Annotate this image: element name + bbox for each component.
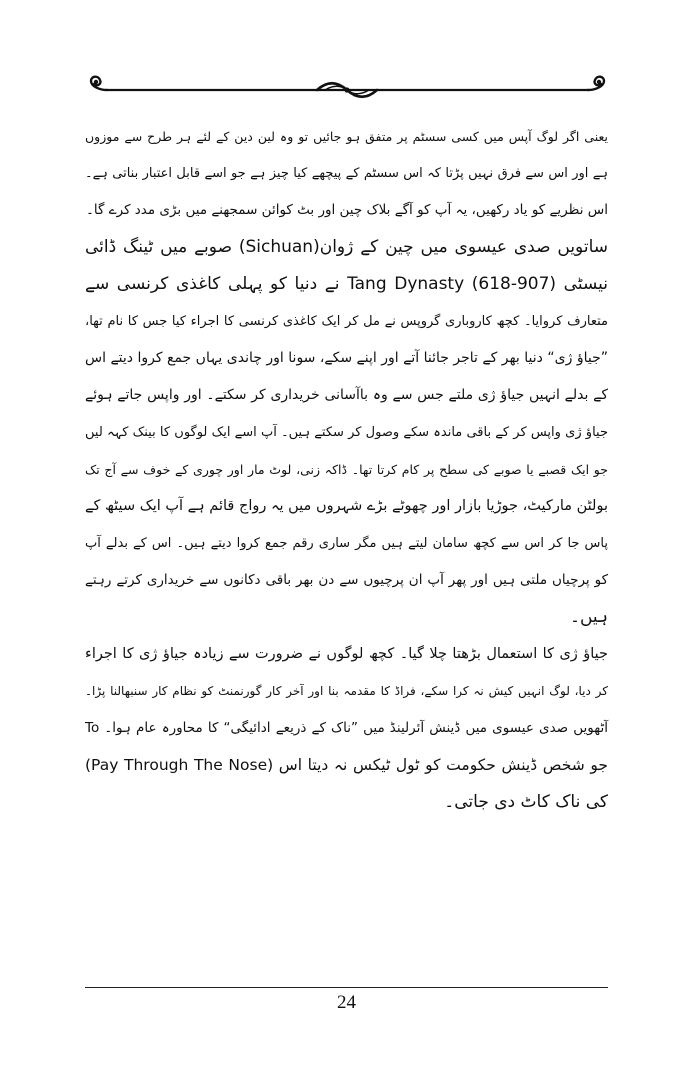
text-line: نیسٹی (Tang Dynasty (618-907 نے دنیا کو پہلی کاغذی کرنسی سے [85,274,608,294]
text-line: (Pay Through The Nose) جو شخص ڈینش حکومت کو ٹول ٹیکس نہ دیتا اس [85,756,608,774]
text-line: اس نظریے کو یاد رکھیں، یہ آپ کو آگے بلاک چین اور بٹ کوائن سمجھنے میں بڑی مدد کرے گا۔ [85,202,608,218]
text-line: جیاؤ ژی کا استعمال بڑھتا چلا گیا۔ کچھ لوگوں نے ضرورت سے زیادہ جیاؤ ژی کا اجراء [85,646,608,662]
paragraph-1 [85,118,608,229]
text-line: پاس جا کر اس سے کچھ سامان لیتے ہیں مگر ساری رقم جمع کروا دیتے ہیں۔ اس کے بدلے آپ [85,536,608,551]
text-line: ہے اور اس سے فرق نہیں پڑتا کہ اس سسٹم کے پیچھے کیا چیز ہے جو اسے قابل اعتبار بناتی ہے۔ [85,166,608,181]
text-line: کی ناک کاٹ دی جاتی۔ [444,792,608,812]
page-body [85,118,608,821]
footer-divider [85,987,608,988]
text-line: آٹھویں صدی عیسوی میں ڈینش آئرلینڈ میں ”ناک کے ذریعے ادائیگی“ کا محاورہ عام ہوا۔ To [85,720,608,736]
paragraph-3 [85,636,608,821]
text-line: کر دیا، لوگ انہیں کیش نہ کرا سکے، فراڈ کا مقدمہ بنا اور آخر کار گورنمنٹ کو نظام کار سنبھالنا پڑا۔ [85,684,608,698]
text-line: یعنی اگر لوگ آپس میں کسی سسٹم پر متفق ہو جائیں تو وہ لین دین کے لئے ہر طرح سے موزوں [85,129,608,144]
text-line: جیاؤ ژی واپس کر کے باقی ماندہ سکے وصول کر سکتے ہیں۔ آپ اسے ایک لوگوں کا بینک کہہ لیں [85,425,608,440]
text-line: ہیں۔ [570,607,608,627]
paragraph-2 [85,229,608,636]
text-line: ساتویں صدی عیسوی میں چین کے ژوان(Sichuan) صوبے میں ٹینگ ڈائی [85,237,608,257]
text-line: جو ایک قصبے یا صوبے کی سطح پر کام کرتا تھا۔ ڈاکہ زنی، لوٹ مار اور چوری کے خوف سے آج تک [85,462,608,477]
header-ornament [85,72,610,108]
text-line: بولٹن مارکیٹ، جوڑیا بازار اور چھوٹے بڑے شہروں میں یہ رواج قائم ہے آپ ایک سیٹھ کے [85,498,608,514]
text-line: ”جیاؤ ژی“ دنیا بھر کے تاجر جائنا آتے اور اپنے سکے، سونا اور چاندی یہاں جمع کروا دیتے اس [85,350,608,366]
text-line: کو پرچیاں ملتی ہیں اور پھر آپ ان پرچیوں سے دن بھر باقی دکانوں سے خریداری کرتے رہتے [85,572,608,588]
text-line: کے بدلے انہیں جیاؤ ژی ملتے جس سے وہ باآسانی خریداری کر سکتے۔ اور واپس جاتے ہوئے [85,387,608,403]
page-number: 24 [337,992,356,1013]
text-line: متعارف کروایا۔ کچھ کاروباری گروپس نے مل کر ایک کاغذی کرنسی کا اجراء کیا جس کا نام تھا، [85,314,608,329]
